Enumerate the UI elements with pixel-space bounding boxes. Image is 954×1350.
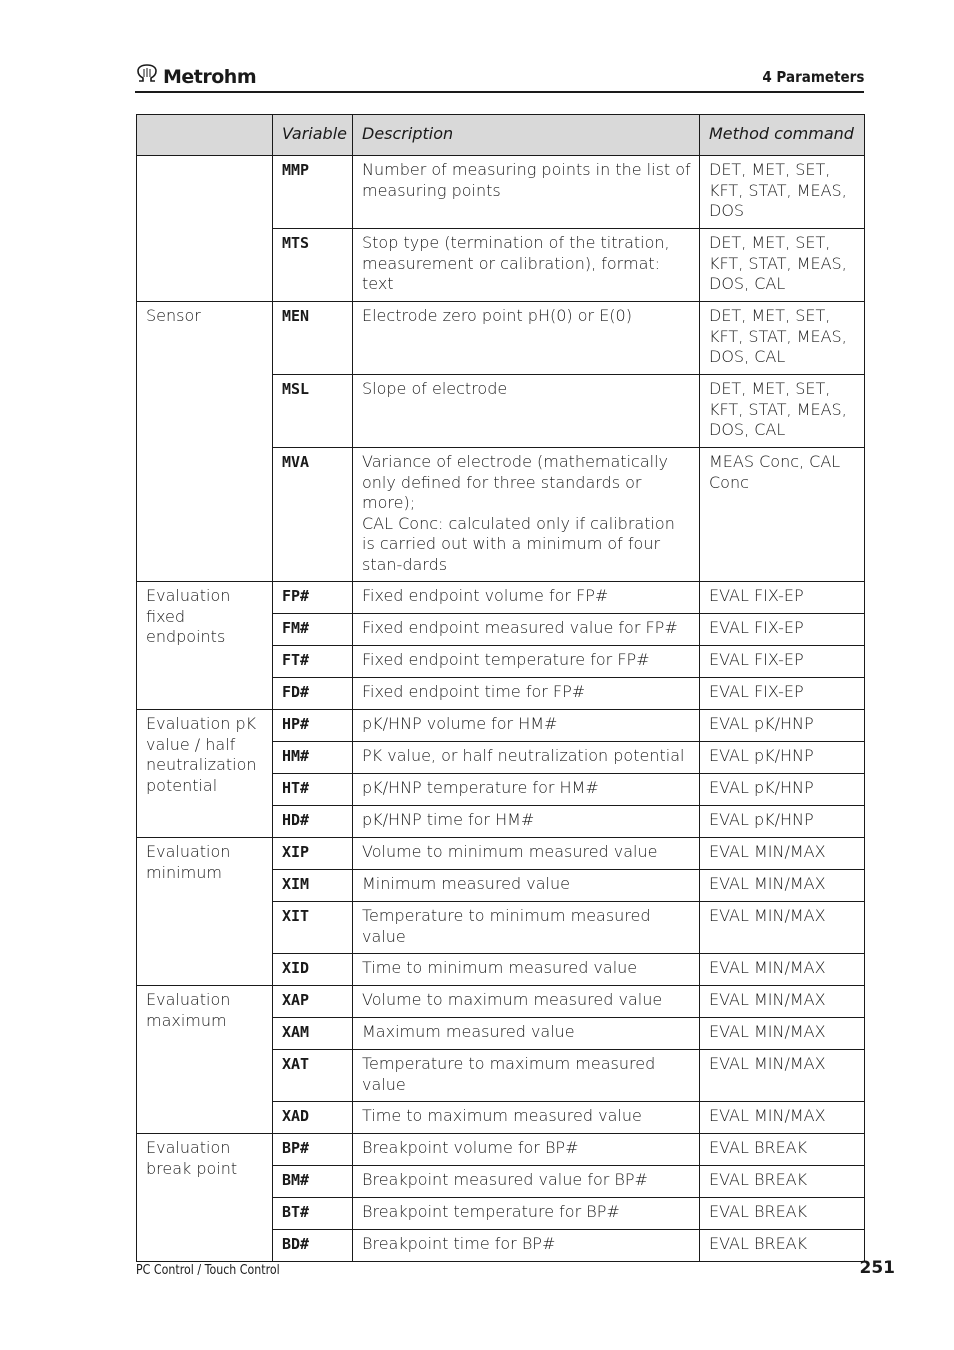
variable-cell: XIM	[273, 870, 353, 902]
method-command-cell: EVAL MIN/MAX	[700, 1050, 865, 1102]
group-label: Evaluation fixed endpoints	[137, 582, 273, 710]
description-cell: Fixed endpoint volume for FP#	[353, 582, 700, 614]
method-command-cell: EVAL pK/HNP	[700, 742, 865, 774]
variable-cell: FP#	[273, 582, 353, 614]
description-cell: pK/HNP volume for HM#	[353, 710, 700, 742]
method-command-cell: EVAL MIN/MAX	[700, 902, 865, 954]
method-command-cell: EVAL BREAK	[700, 1134, 865, 1166]
method-command-cell: EVAL MIN/MAX	[700, 838, 865, 870]
table-header-row	[137, 115, 865, 156]
method-command-cell: EVAL FIX-EP	[700, 614, 865, 646]
description-cell: Slope of electrode	[353, 375, 700, 448]
table-row	[137, 986, 865, 1018]
method-command-cell: EVAL MIN/MAX	[700, 870, 865, 902]
method-command-cell: EVAL FIX-EP	[700, 582, 865, 614]
method-command-cell: EVAL BREAK	[700, 1166, 865, 1198]
variable-cell: XIT	[273, 902, 353, 954]
variable-cell: MMP	[273, 156, 353, 229]
brand-logo	[135, 64, 256, 89]
method-command-cell: EVAL FIX-EP	[700, 646, 865, 678]
method-command-cell: MEAS Conc, CAL Conc	[700, 448, 865, 582]
method-command-cell: EVAL pK/HNP	[700, 774, 865, 806]
description-cell: Number of measuring points in the list of measuring points	[353, 156, 700, 229]
brand-name: Metrohm	[163, 65, 257, 88]
header-variable: Variable	[273, 115, 353, 156]
description-cell: Breakpoint time for BP#	[353, 1230, 700, 1262]
group-label	[137, 156, 273, 302]
variable-cell: XAP	[273, 986, 353, 1018]
table-row	[137, 156, 865, 229]
method-command-cell: EVAL pK/HNP	[700, 710, 865, 742]
method-command-cell: EVAL MIN/MAX	[700, 954, 865, 986]
method-command-cell: EVAL BREAK	[700, 1230, 865, 1262]
variable-cell: XAD	[273, 1102, 353, 1134]
description-cell: Breakpoint measured value for BP#	[353, 1166, 700, 1198]
description-cell: Fixed endpoint temperature for FP#	[353, 646, 700, 678]
variable-cell: FM#	[273, 614, 353, 646]
group-label: Evaluation minimum	[137, 838, 273, 986]
variable-cell: BD#	[273, 1230, 353, 1262]
description-cell: pK/HNP temperature for HM#	[353, 774, 700, 806]
header-description: Description	[353, 115, 700, 156]
parameters-table	[136, 114, 865, 1262]
method-command-cell: EVAL MIN/MAX	[700, 1018, 865, 1050]
variable-cell: BT#	[273, 1198, 353, 1230]
description-cell: Temperature to maximum measured value	[353, 1050, 700, 1102]
footer-product: PC Control / Touch Control	[136, 1263, 280, 1278]
method-command-cell: DET, MET, SET, KFT, STAT, MEAS, DOS, CAL	[700, 375, 865, 448]
variable-cell: MEN	[273, 302, 353, 375]
table-row	[137, 582, 865, 614]
description-cell: Time to minimum measured value	[353, 954, 700, 986]
header-method-command: Method command	[700, 115, 865, 156]
variable-cell: HM#	[273, 742, 353, 774]
variable-cell: HP#	[273, 710, 353, 742]
description-cell: Maximum measured value	[353, 1018, 700, 1050]
page-header	[135, 60, 864, 93]
description-cell: Volume to minimum measured value	[353, 838, 700, 870]
description-cell: Electrode zero point pH(0) or E(0)	[353, 302, 700, 375]
page-number: 251	[859, 1258, 895, 1278]
description-cell: Breakpoint volume for BP#	[353, 1134, 700, 1166]
table-row	[137, 710, 865, 742]
description-cell: Stop type (termination of the titration, measurement or calibration), format: text	[353, 229, 700, 302]
variable-cell: MTS	[273, 229, 353, 302]
variable-cell: BM#	[273, 1166, 353, 1198]
section-title: 4 Parameters	[761, 68, 864, 86]
method-command-cell: DET, MET, SET, KFT, STAT, MEAS, DOS	[700, 156, 865, 229]
description-cell: PK value, or half neutralization potential	[353, 742, 700, 774]
variable-cell: FT#	[273, 646, 353, 678]
method-command-cell: EVAL MIN/MAX	[700, 1102, 865, 1134]
description-cell: Fixed endpoint time for FP#	[353, 678, 700, 710]
description-cell: Breakpoint temperature for BP#	[353, 1198, 700, 1230]
description-cell: pK/HNP time for HM#	[353, 806, 700, 838]
table-row	[137, 1134, 865, 1166]
description-cell: Time to maximum measured value	[353, 1102, 700, 1134]
method-command-cell: EVAL BREAK	[700, 1198, 865, 1230]
variable-cell: XID	[273, 954, 353, 986]
method-command-cell: DET, MET, SET, KFT, STAT, MEAS, DOS, CAL	[700, 302, 865, 375]
table-row	[137, 302, 865, 375]
variable-cell: FD#	[273, 678, 353, 710]
description-cell: Minimum measured value	[353, 870, 700, 902]
group-label: Evaluation break point	[137, 1134, 273, 1262]
description-cell: Fixed endpoint measured value for FP#	[353, 614, 700, 646]
description-cell: Temperature to minimum measured value	[353, 902, 700, 954]
method-command-cell: EVAL MIN/MAX	[700, 986, 865, 1018]
variable-cell: XIP	[273, 838, 353, 870]
description-cell: Volume to maximum measured value	[353, 986, 700, 1018]
description-cell: Variance of electrode (mathematically only defined for three standards or more); CAL Conc: calculated only if calibration is carried out with a minimum of four stan-dards	[353, 448, 700, 582]
variable-cell: HT#	[273, 774, 353, 806]
group-label: Evaluation pK value / half neutralization potential	[137, 710, 273, 838]
omega-logo-icon	[135, 64, 159, 89]
variable-cell: MVA	[273, 448, 353, 582]
group-label: Evaluation maximum	[137, 986, 273, 1134]
group-label: Sensor	[137, 302, 273, 582]
table-row	[137, 838, 865, 870]
method-command-cell: EVAL FIX-EP	[700, 678, 865, 710]
variable-cell: MSL	[273, 375, 353, 448]
variable-cell: BP#	[273, 1134, 353, 1166]
variable-cell: XAM	[273, 1018, 353, 1050]
method-command-cell: DET, MET, SET, KFT, STAT, MEAS, DOS, CAL	[700, 229, 865, 302]
variable-cell: HD#	[273, 806, 353, 838]
method-command-cell: EVAL pK/HNP	[700, 806, 865, 838]
header-group	[137, 115, 273, 156]
variable-cell: XAT	[273, 1050, 353, 1102]
